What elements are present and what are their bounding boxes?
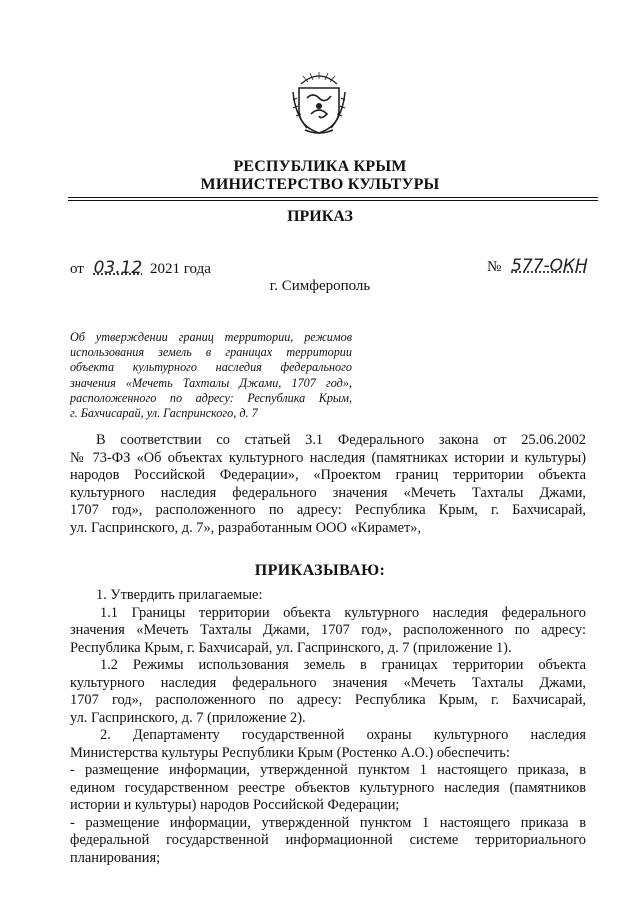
header-divider-thin (68, 200, 598, 201)
decree-line: 2. Департаменту государственной охраны культурного наследия (100, 727, 586, 743)
ministry-title: МИНИСТЕРСТВО КУЛЬТУРЫ (200, 176, 440, 193)
decree-line: ул. Гаспринского, д. 7 (приложение 2). (70, 709, 306, 726)
republic-title: РЕСПУБЛИКА КРЫМ (233, 158, 407, 175)
preamble-line: № 73-ФЗ «Об объектах культурного наследия (памятниках истории и культуры) (70, 449, 586, 466)
subject-line: использования земель в границах территории (70, 345, 352, 360)
number-label: № (487, 259, 502, 275)
order-date (70, 258, 211, 278)
date-year: 2021 года (150, 261, 211, 277)
decree-body (70, 587, 586, 867)
decree-heading: ПРИКАЗЫВАЮ: (254, 562, 386, 579)
crimea-coat-of-arms-icon (291, 70, 347, 136)
decree-line: 1707 год», расположенного по адресу: Республика Крым, г. Бахчисарай, (70, 692, 586, 708)
decree-line: - размещение информации, утвержденной пунктом 1 настоящего приказа в (70, 814, 586, 831)
handwritten-number: 577-ОКН (511, 256, 588, 276)
subject-line: объекта культурного наследия федерального (70, 360, 352, 375)
decree-line: 1. Утвердить прилагаемые: (96, 587, 263, 603)
preamble-line: ул. Гаспринского, д. 7», разработанным ООО «Кирамет», (70, 519, 422, 536)
preamble (70, 432, 586, 537)
preamble-line: В соответствии со статьей 3.1 Федерального закона от 25.06.2002 (96, 432, 586, 448)
order-title: ПРИКАЗ (287, 208, 353, 225)
order-subject (70, 330, 352, 421)
decree-line: Министерства культуры Республики Крым (Ростенко А.О.) обеспечить: (70, 744, 510, 761)
decree-line: планирования; (70, 849, 161, 866)
preamble-line: народов Российской Федерации», «Проектом границ территории объекта (70, 467, 586, 483)
decree-line: значения «Мечеть Тахталы Джами, 1707 год», расположенного по адресу: (70, 622, 586, 638)
decree-line: истории и культуры) народов Российской Федерации; (70, 797, 400, 813)
handwritten-date: 03.12 (93, 258, 143, 278)
decree-line: федеральной государственной информационной системе территориального (70, 832, 586, 848)
decree-line: Республика Крым, г. Бахчисарай, ул. Гаспринского, д. 7 (приложение 1). (70, 639, 512, 656)
decree-line: едином государственном реестре объектов культурного наследия (памятников (70, 779, 586, 796)
decree-line: 1.1 Границы территории объекта культурного наследия федерального (100, 604, 586, 621)
header-divider (68, 197, 598, 198)
preamble-line: культурного наследия федерального значения «Мечеть Тахталы Джами, (70, 484, 586, 501)
preamble-line: 1707 год», расположенного по адресу: Республика Крым, г. Бахчисарай, (70, 502, 586, 518)
city: г. Симферополь (269, 278, 371, 294)
decree-line: - размещение информации, утвержденной пунктом 1 настоящего приказа, в (70, 762, 586, 778)
decree-line: культурного наследия федерального значения «Мечеть Тахталы Джами, (70, 674, 586, 691)
order-number (487, 256, 588, 276)
decree-line: 1.2 Режимы использования земель в границах территории объекта (100, 657, 586, 673)
subject-line: Об утверждении границ территории, режимов (70, 330, 352, 344)
subject-line: расположенного по адресу: Республика Крым, (70, 390, 352, 405)
subject-line: г. Бахчисарай, ул. Гаспринского, д. 7 (70, 406, 258, 421)
date-prefix: от (70, 261, 84, 277)
subject-line: значения «Мечеть Тахталы Джами, 1707 год», (70, 375, 352, 390)
